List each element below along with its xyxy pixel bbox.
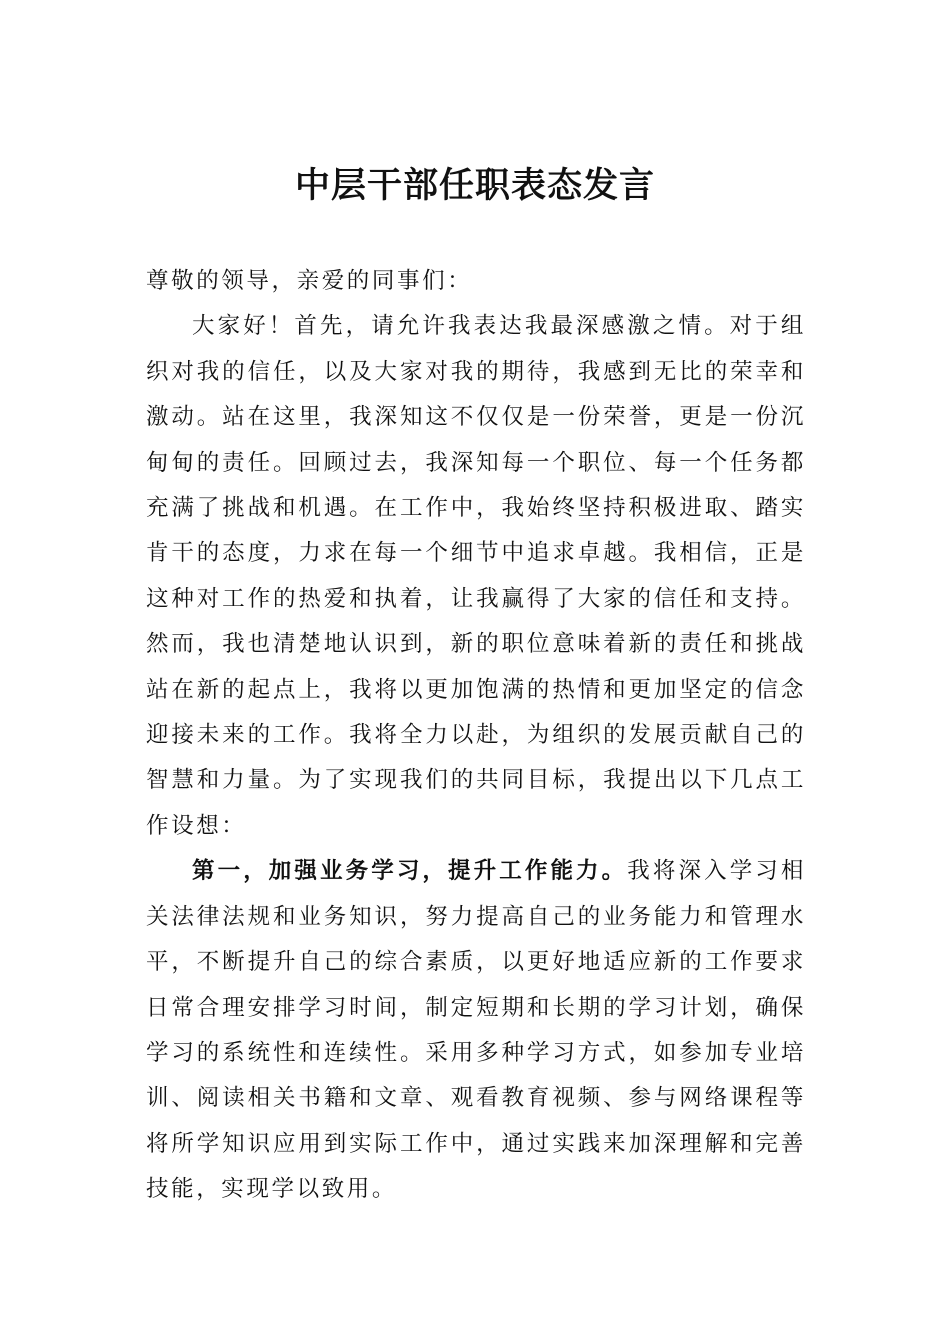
salutation: 尊敬的领导，亲爱的同事们： <box>146 268 473 294</box>
paragraph-2-body: 我将深入学习相关法律法规和业务知识，努力提高自己的业务能力和管理水平，不断提升自己的综合素质，以更好地适应新的工作要求日常合理安排学习时间，制定短期和长期的学习计划，确保学习的系统性和连续性。采用多种学习方式，如参加专业培训、阅读相关书籍和文章、观看教育视频、参与网络课程等将所学知识应用到实际工作中，通过实践来加深理解和完善技能，实现学以致用。 <box>146 858 807 1203</box>
document-body <box>146 259 806 1213</box>
paragraph-1: 大家好！首先，请允许我表达我最深感激之情。对于组织对我的信任，以及大家对我的期待，我感到无比的荣幸和激动。站在这里，我深知这不仅仅是一份荣誉，更是一份沉甸甸的责任。回顾过去，我深知每一个职位、每一个任务都充满了挑战和机遇。在工作中，我始终坚持积极进取、踏实肯干的态度，力求在每一个细节中追求卓越。我相信，正是这种对工作的热爱和执着，让我赢得了大家的信任和支持。然而，我也清楚地认识到，新的职位意味着新的责任和挑战站在新的起点上，我将以更加饱满的热情和更加坚定的信念迎接未来的工作。我将全力以赴，为组织的发展贡献自己的智慧和力量。为了实现我们的共同目标，我提出以下几点工作设想： <box>146 313 806 839</box>
paragraph-2-lead: 第一，加强业务学习，提升工作能力。 <box>192 858 628 885</box>
paragraph-2 <box>146 849 806 1212</box>
document-title: 中层干部任职表态发言 <box>294 165 655 206</box>
